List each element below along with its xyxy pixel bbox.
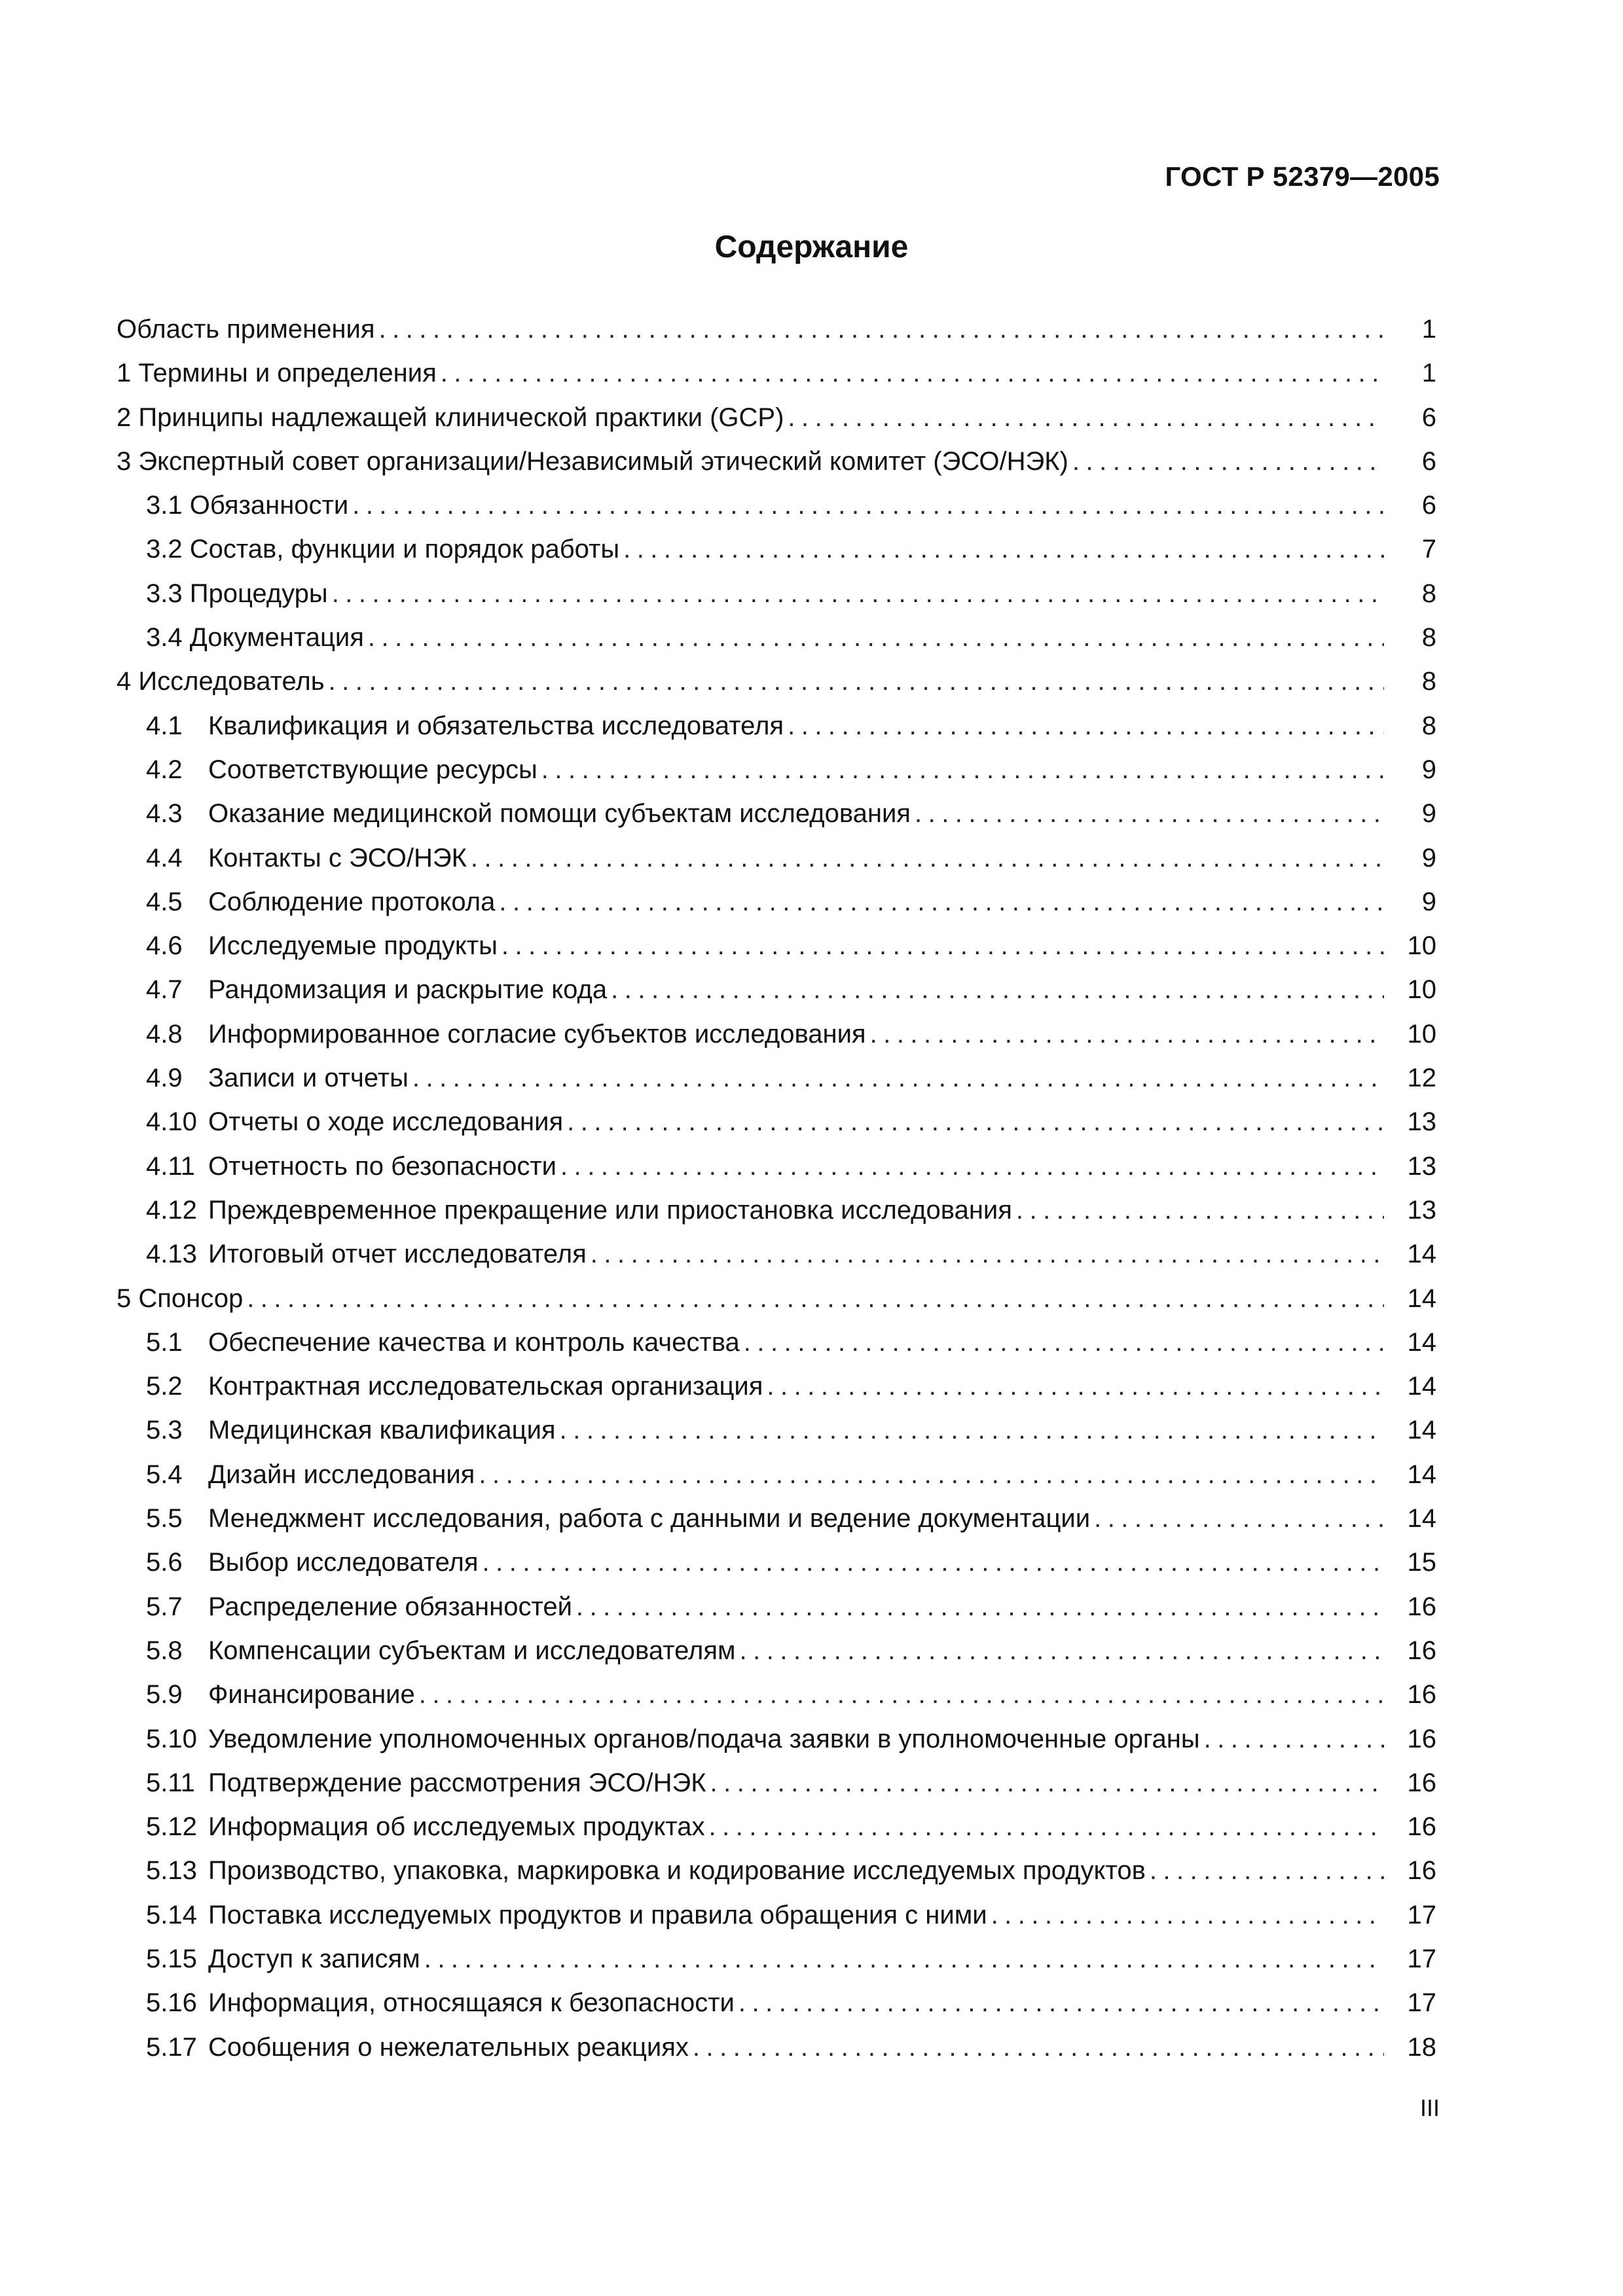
toc-entry	[117, 1277, 1436, 1321]
toc-entry	[117, 572, 1436, 616]
toc-entry	[117, 1937, 1436, 1981]
toc-entry-number: 5.16	[146, 1988, 197, 2018]
toc-entry	[117, 1673, 1436, 1717]
toc-entry-number: 5.13	[146, 1856, 197, 1886]
toc-entry-page: 15	[1407, 1548, 1436, 1577]
toc-entry-title: Контрактная исследовательская организация	[208, 1372, 763, 1401]
toc-dot-leader	[744, 1321, 1384, 1365]
toc-entry-page: 13	[1407, 1107, 1436, 1137]
toc-dot-leader	[1016, 1189, 1384, 1232]
toc-dot-leader	[560, 1145, 1384, 1189]
toc-entry-title: Финансирование	[208, 1680, 415, 1710]
toc-entry-page: 10	[1407, 1019, 1436, 1049]
toc-entry	[117, 836, 1436, 880]
toc-entry-number: 5.11	[146, 1768, 195, 1797]
toc-entry-title: Записи и отчеты	[208, 1064, 409, 1093]
toc-dot-leader	[870, 1013, 1384, 1056]
toc-entry-page: 6	[1421, 446, 1436, 476]
toc-entry-page: 16	[1407, 1768, 1436, 1797]
toc-dot-leader	[499, 880, 1384, 924]
toc-dot-leader	[623, 528, 1384, 571]
toc-entry-number: 5.12	[146, 1812, 197, 1842]
toc-entry-title: Производство, упаковка, маркировка и кодирование исследуемых продуктов	[208, 1856, 1146, 1886]
toc-entry-title: Контакты с ЭСО/НЭК	[208, 843, 467, 872]
toc-entry	[117, 1541, 1436, 1585]
toc-entry-page: 18	[1407, 2032, 1436, 2062]
toc-entry-title: 3.4 Документация	[146, 623, 364, 653]
toc-entry-page: 14	[1407, 1416, 1436, 1445]
toc-dot-leader	[501, 924, 1384, 968]
toc-entry-page: 9	[1421, 843, 1436, 872]
toc-entry	[117, 1981, 1436, 2025]
page-number: III	[1419, 2094, 1440, 2121]
toc-entry	[117, 704, 1436, 748]
toc-dot-leader	[693, 2026, 1384, 2070]
toc-entry	[117, 1717, 1436, 1761]
toc-entry-page: 8	[1421, 579, 1436, 608]
toc-dot-leader	[560, 1408, 1384, 1452]
toc-entry-number: 5.8	[146, 1636, 183, 1665]
toc-entry-number: 5.1	[146, 1327, 183, 1357]
toc-entry-title: 3.2 Состав, функции и порядок работы	[146, 535, 620, 564]
toc-entry-page: 6	[1421, 403, 1436, 432]
toc-dot-leader	[471, 836, 1384, 880]
toc-entry-page: 14	[1407, 1283, 1436, 1313]
toc-entry-number: 4.6	[146, 931, 183, 961]
toc-entry-number: 4.13	[146, 1240, 197, 1269]
toc-entry-title: Отчетность по безопасности	[208, 1151, 557, 1181]
toc-entry-page: 13	[1407, 1195, 1436, 1225]
toc-entry-page: 6	[1421, 491, 1436, 520]
toc-entry	[117, 880, 1436, 924]
toc-dot-leader	[567, 1100, 1384, 1144]
toc-entry	[117, 1893, 1436, 1937]
toc-entry	[117, 748, 1436, 792]
table-of-contents	[117, 308, 1436, 2070]
toc-entry-page: 8	[1421, 667, 1436, 696]
toc-entry-number: 4.9	[146, 1064, 183, 1093]
toc-dot-leader	[1072, 440, 1384, 484]
toc-entry-title: Соответствующие ресурсы	[208, 755, 538, 784]
toc-entry-title: Квалификация и обязательства исследователя	[208, 711, 784, 740]
toc-entry-number: 5.3	[146, 1416, 183, 1445]
toc-entry-page: 14	[1407, 1327, 1436, 1357]
toc-entry-page: 16	[1407, 1636, 1436, 1665]
toc-dot-leader	[710, 1761, 1384, 1805]
toc-entry-title: Исследуемые продукты	[208, 931, 498, 961]
toc-entry	[117, 440, 1436, 484]
toc-dot-leader	[739, 1981, 1384, 2025]
toc-dot-leader	[368, 616, 1384, 660]
toc-dot-leader	[767, 1365, 1384, 1408]
toc-entry-number: 5.10	[146, 1724, 197, 1753]
toc-dot-leader	[1204, 1717, 1384, 1761]
toc-entry-page: 1	[1421, 359, 1436, 388]
toc-entry-page: 16	[1407, 1592, 1436, 1621]
toc-entry-title: Менеджмент исследования, работа с данными и ведение документации	[208, 1504, 1091, 1534]
toc-entry-number: 4.4	[146, 843, 183, 872]
toc-entry-title: Оказание медицинской помощи субъектам исследования	[208, 799, 911, 829]
toc-entry-page: 13	[1407, 1151, 1436, 1181]
toc-entry	[117, 484, 1436, 528]
toc-entry	[117, 308, 1436, 351]
toc-entry-title: Итоговый отчет исследователя	[208, 1240, 587, 1269]
toc-entry-page: 17	[1407, 1988, 1436, 2018]
toc-entry	[117, 351, 1436, 395]
toc-entry-page: 10	[1407, 975, 1436, 1005]
toc-entry	[117, 1189, 1436, 1232]
toc-entry	[117, 616, 1436, 660]
toc-entry	[117, 1100, 1436, 1144]
toc-dot-leader	[441, 351, 1384, 395]
toc-dot-leader	[541, 748, 1384, 792]
toc-entry-page: 8	[1421, 623, 1436, 653]
toc-dot-leader	[483, 1541, 1384, 1585]
toc-entry-title: Компенсации субъектам и исследователям	[208, 1636, 736, 1665]
toc-entry-number: 4.12	[146, 1195, 197, 1225]
toc-entry-title: Уведомление уполномоченных органов/подача заявки в уполномоченные органы	[208, 1724, 1200, 1753]
toc-dot-leader	[991, 1893, 1384, 1937]
toc-entry-number: 5.14	[146, 1900, 197, 1929]
toc-dot-leader	[709, 1805, 1384, 1849]
toc-entry-title: Информация, относящаяся к безопасности	[208, 1988, 735, 2018]
toc-entry-number: 4.11	[146, 1151, 195, 1181]
toc-dot-leader	[1094, 1497, 1384, 1541]
toc-entry-number: 4.10	[146, 1107, 197, 1137]
toc-entry-page: 8	[1421, 711, 1436, 740]
toc-dot-leader	[788, 396, 1384, 440]
toc-entry-title: Дизайн исследования	[208, 1460, 475, 1489]
toc-entry-title: 5 Спонсор	[117, 1283, 244, 1313]
toc-entry-title: Сообщения о нежелательных реакциях	[208, 2032, 689, 2062]
page-title: Содержание	[714, 230, 909, 264]
document-code: ГОСТ Р 52379—2005	[1165, 161, 1440, 192]
toc-entry-page: 16	[1407, 1856, 1436, 1886]
toc-entry-title: 3 Экспертный совет организации/Независимый этический комитет (ЭСО/НЭК)	[117, 446, 1068, 476]
toc-entry	[117, 968, 1436, 1012]
toc-entry	[117, 1805, 1436, 1849]
toc-entry-page: 14	[1407, 1460, 1436, 1489]
toc-entry-number: 5.9	[146, 1680, 183, 1710]
toc-entry	[117, 1629, 1436, 1673]
toc-entry-page: 7	[1421, 535, 1436, 564]
toc-entry-number: 5.6	[146, 1548, 183, 1577]
toc-entry	[117, 924, 1436, 968]
toc-entry-number: 4.8	[146, 1019, 183, 1049]
toc-dot-leader	[479, 1453, 1384, 1497]
toc-entry-page: 16	[1407, 1812, 1436, 1842]
toc-entry-number: 4.2	[146, 755, 183, 784]
toc-entry	[117, 1056, 1436, 1100]
toc-entry-title: Поставка исследуемых продуктов и правила обращения с ними	[208, 1900, 987, 1929]
toc-entry-number: 5.15	[146, 1944, 197, 1973]
toc-entry-number: 5.5	[146, 1504, 183, 1534]
toc-dot-leader	[332, 572, 1384, 616]
toc-entry-title: Подтверждение рассмотрения ЭСО/НЭК	[208, 1768, 706, 1797]
toc-entry	[117, 1453, 1436, 1497]
toc-entry-page: 9	[1421, 755, 1436, 784]
toc-entry-title: Выбор исследователя	[208, 1548, 479, 1577]
toc-entry-page: 17	[1407, 1900, 1436, 1929]
toc-entry-number: 5.2	[146, 1372, 183, 1401]
toc-dot-leader	[740, 1629, 1384, 1673]
toc-entry-number: 5.4	[146, 1460, 183, 1489]
toc-entry-number: 4.7	[146, 975, 183, 1005]
toc-entry-page: 16	[1407, 1724, 1436, 1753]
toc-entry-page: 10	[1407, 931, 1436, 961]
toc-dot-leader	[412, 1056, 1384, 1100]
toc-dot-leader	[576, 1585, 1384, 1629]
toc-entry	[117, 792, 1436, 836]
toc-dot-leader	[788, 704, 1384, 748]
toc-entry	[117, 2026, 1436, 2070]
toc-entry-title: Отчеты о ходе исследования	[208, 1107, 564, 1137]
toc-entry-title: Доступ к записям	[208, 1944, 420, 1973]
toc-entry-title: Соблюдение протокола	[208, 887, 496, 916]
toc-entry-title: Область применения	[117, 315, 375, 344]
toc-entry-page: 1	[1421, 315, 1436, 344]
toc-entry-title: Обеспечение качества и контроль качества	[208, 1327, 740, 1357]
toc-entry-title: 2 Принципы надлежащей клинической практики (GCP)	[117, 403, 784, 432]
toc-entry	[117, 660, 1436, 704]
toc-entry-title: Рандомизация и раскрытие кода	[208, 975, 608, 1005]
toc-entry	[117, 1365, 1436, 1408]
toc-entry	[117, 1849, 1436, 1893]
toc-entry-number: 4.5	[146, 887, 183, 916]
toc-entry-title: 3.3 Процедуры	[146, 579, 328, 608]
toc-dot-leader	[424, 1937, 1384, 1981]
toc-entry	[117, 1761, 1436, 1805]
toc-entry-page: 17	[1407, 1944, 1436, 1973]
toc-entry-number: 4.3	[146, 799, 183, 829]
toc-dot-leader	[247, 1277, 1384, 1321]
toc-entry	[117, 1497, 1436, 1541]
toc-dot-leader	[611, 968, 1384, 1012]
toc-entry-page: 9	[1421, 799, 1436, 829]
toc-entry-title: Распределение обязанностей	[208, 1592, 572, 1621]
toc-entry	[117, 528, 1436, 571]
toc-entry-number: 4.1	[146, 711, 183, 740]
toc-entry-page: 14	[1407, 1372, 1436, 1401]
toc-entry-title: 4 Исследователь	[117, 667, 325, 696]
toc-entry-page: 12	[1407, 1064, 1436, 1093]
toc-entry-title: Преждевременное прекращение или приостановка исследования	[208, 1195, 1012, 1225]
toc-dot-leader	[329, 660, 1384, 704]
toc-entry-title: 1 Термины и определения	[117, 359, 437, 388]
toc-entry-title: Информация об исследуемых продуктах	[208, 1812, 705, 1842]
toc-dot-leader	[591, 1232, 1384, 1276]
toc-entry-title: Медицинская квалификация	[208, 1416, 556, 1445]
toc-entry-title: Информированное согласие субъектов исследования	[208, 1019, 866, 1049]
toc-dot-leader	[1150, 1849, 1384, 1893]
toc-entry-page: 14	[1407, 1504, 1436, 1534]
toc-entry	[117, 1232, 1436, 1276]
toc-entry	[117, 1145, 1436, 1189]
toc-entry-number: 5.7	[146, 1592, 183, 1621]
toc-dot-leader	[915, 792, 1384, 836]
toc-entry	[117, 1585, 1436, 1629]
toc-entry-page: 9	[1421, 887, 1436, 916]
toc-dot-leader	[352, 484, 1384, 528]
toc-entry	[117, 1321, 1436, 1365]
toc-entry-title: 3.1 Обязанности	[146, 491, 349, 520]
toc-dot-leader	[419, 1673, 1384, 1717]
toc-entry-number: 5.17	[146, 2032, 197, 2062]
toc-entry	[117, 1013, 1436, 1056]
toc-entry	[117, 396, 1436, 440]
toc-entry	[117, 1408, 1436, 1452]
toc-entry-page: 14	[1407, 1240, 1436, 1269]
toc-entry-page: 16	[1407, 1680, 1436, 1710]
toc-dot-leader	[379, 308, 1384, 351]
